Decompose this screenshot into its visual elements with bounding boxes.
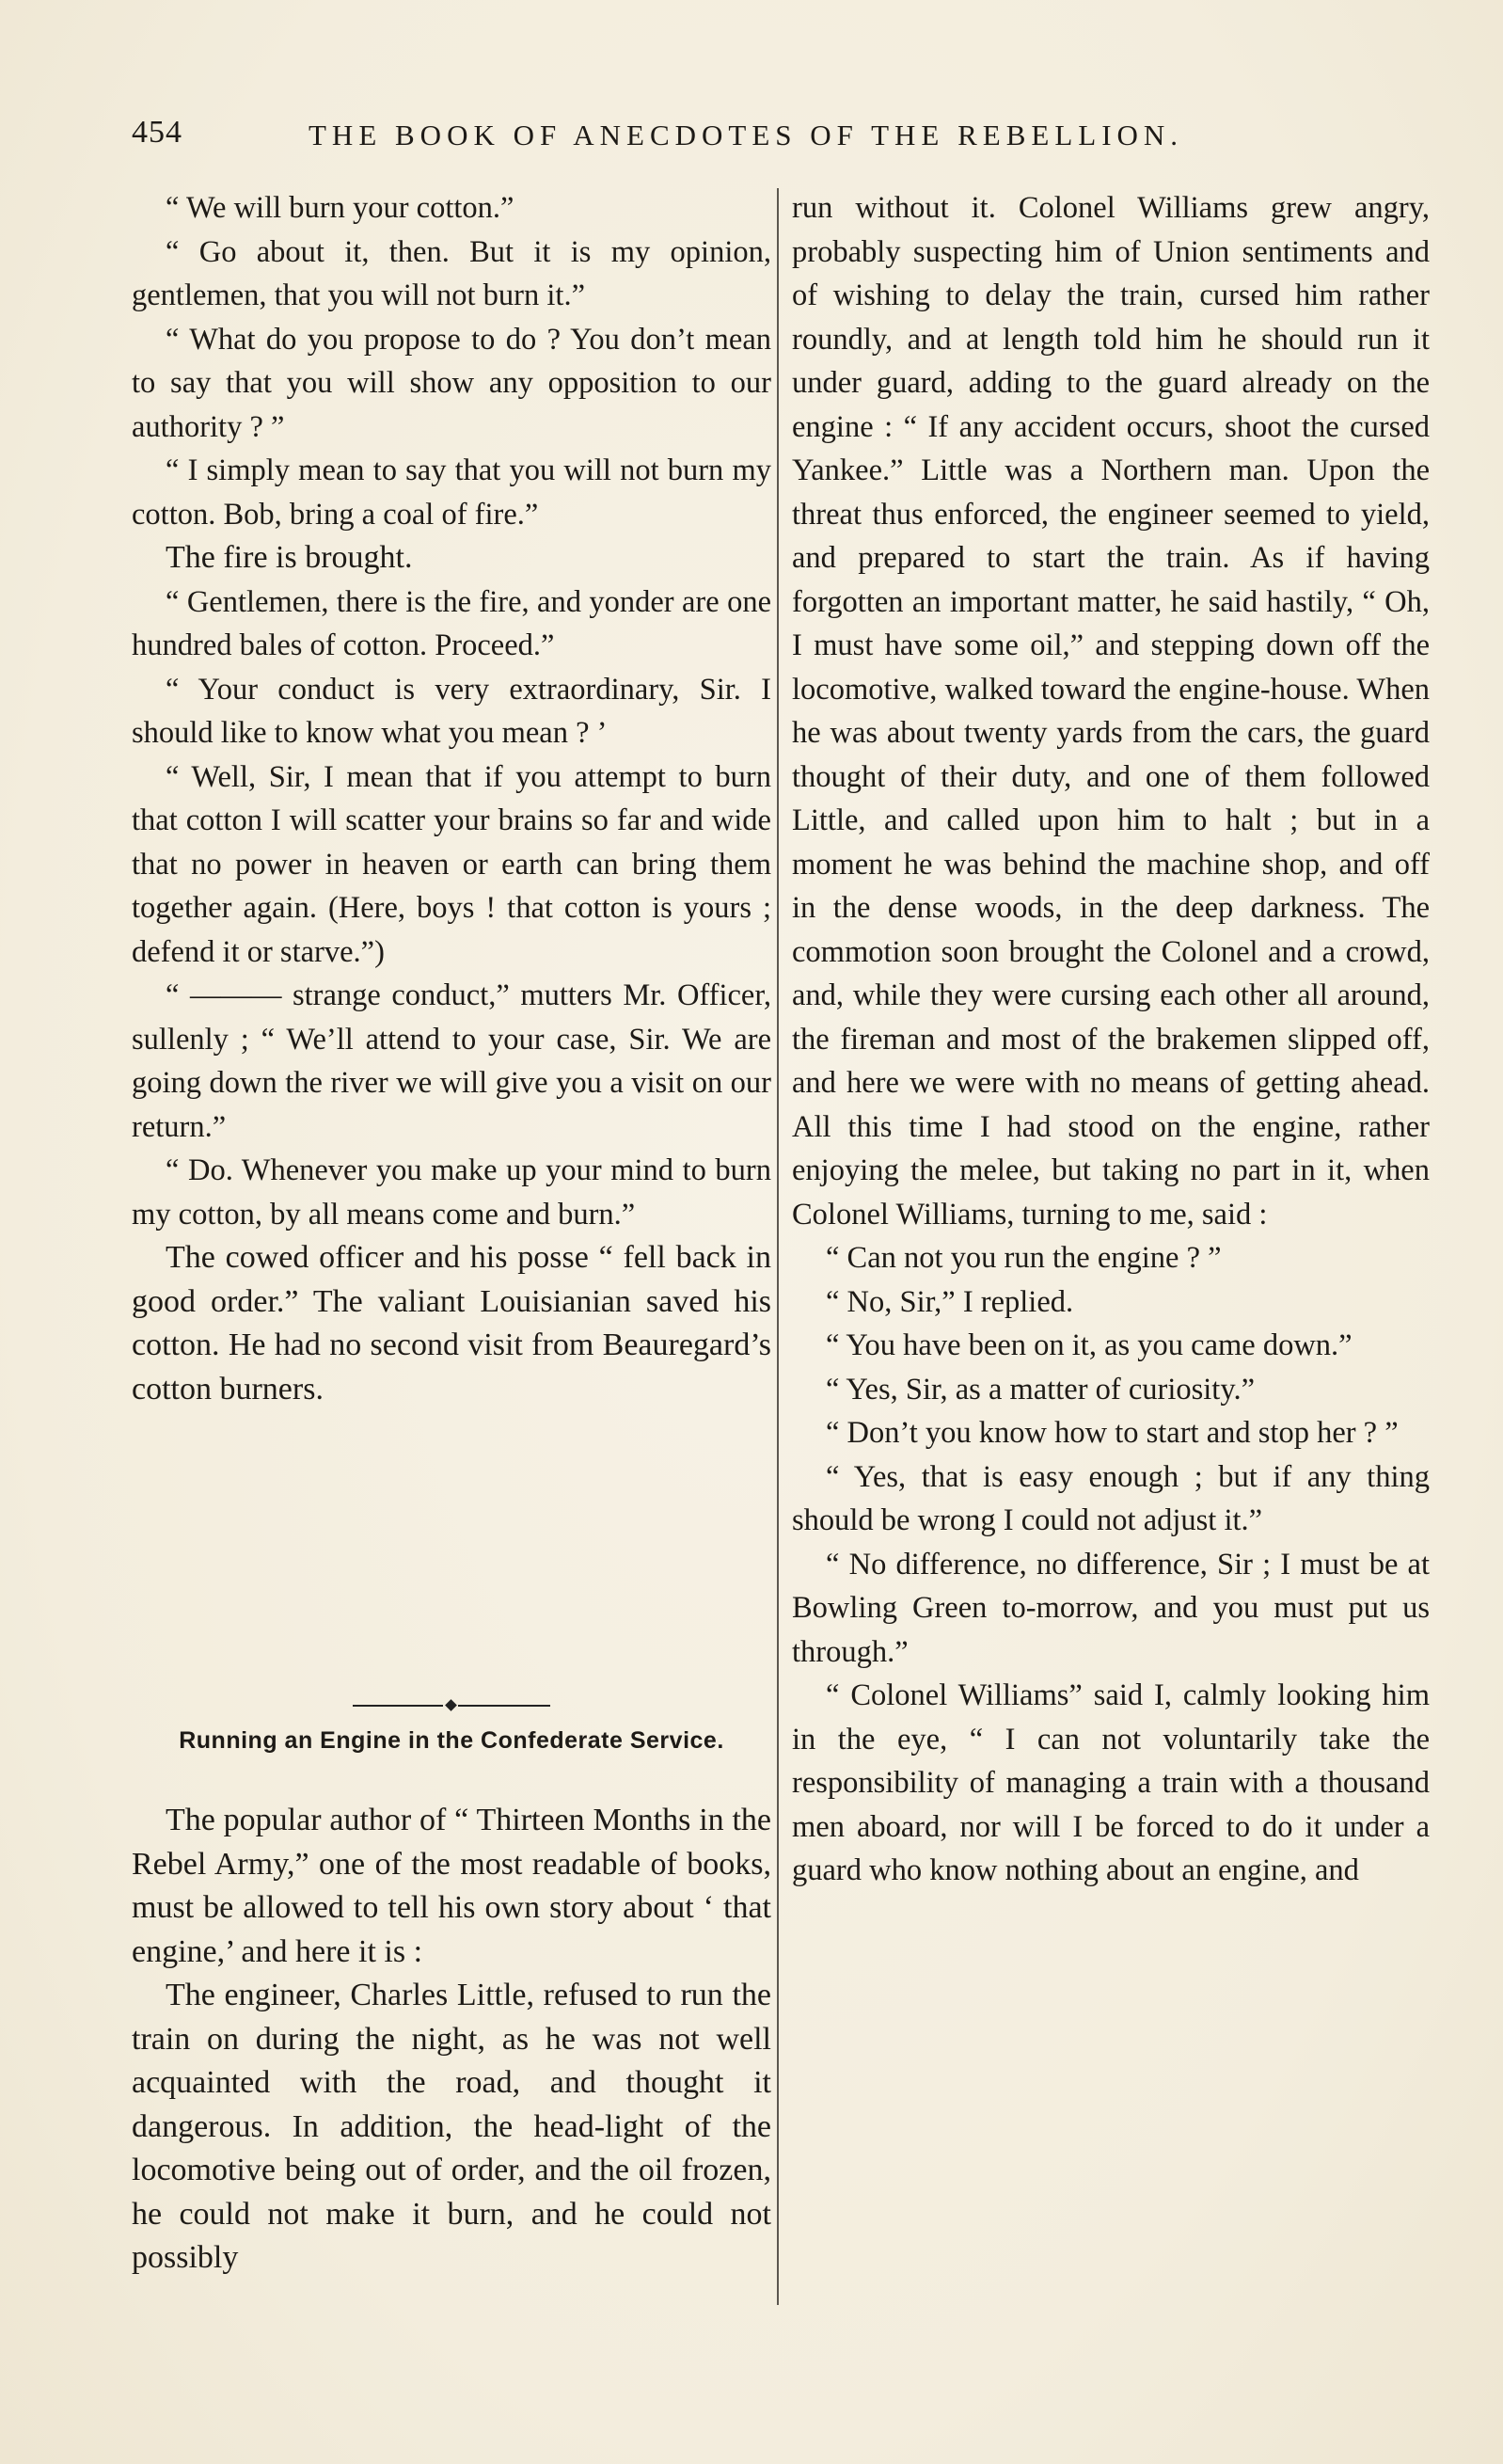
- paragraph: “ Gentlemen, there is the fire, and yonder are one hundred bales of cotton. Proceed.”: [132, 584, 771, 662]
- paragraph: “ Go about it, then. But it is my opinion, gentlemen, that you will not burn it.”: [132, 234, 771, 312]
- paragraph: “ Can not you run the engine ? ”: [826, 1241, 1222, 1275]
- paragraph: “ You have been on it, as you came down.”: [826, 1328, 1353, 1362]
- paragraph: The popular author of “ Thirteen Months in the Rebel Army,” one of the most readable of books, must be allowed to tell his own story about ‘ that engine,’ and here it is :: [132, 1803, 771, 1969]
- paragraph: “ Colonel Williams” said I, calmly looking him in the eye, “ I can not voluntarily take the responsibility of managing a train with a thousand men aboard, nor will I be forced to do it under a guard who know nothing about an engine, and: [792, 1678, 1430, 1887]
- left-column: [132, 186, 771, 1411]
- section-divider-ornament: [353, 1699, 550, 1712]
- page-number: 454: [132, 115, 182, 150]
- right-column: [792, 186, 1430, 1893]
- paragraph: “ Don’t you know how to start and stop her ? ”: [826, 1416, 1399, 1450]
- paragraph: “ Your conduct is very extraordinary, Sir. I should like to know what you mean ? ’: [132, 672, 771, 750]
- paragraph: “ We will burn your cotton.”: [166, 191, 514, 225]
- column-divider: [777, 188, 779, 2305]
- paragraph: “ No difference, no difference, Sir ; I must be at Bowling Green to-morrow, and you must put us through.”: [792, 1547, 1430, 1669]
- paragraph: “ Yes, that is easy enough ; but if any thing should be wrong I could not adjust it.”: [792, 1459, 1430, 1537]
- section-heading: Running an Engine in the Confederate Service.: [179, 1727, 724, 1754]
- paragraph: The engineer, Charles Little, refused to run the train on during the night, as he was not well acquainted with the road, and thought it dangerous. In addition, the head-light of the locomotive being out of order, and the oil frozen, he could not make it burn, and he could not possibly: [132, 1978, 771, 2275]
- paragraph: The cowed officer and his posse “ fell back in good order.” The valiant Louisianian saved his cotton. He had no second visit from Beauregard’s cotton burners.: [132, 1240, 771, 1407]
- paragraph: “ I simply mean to say that you will not burn my cotton. Bob, bring a coal of fire.”: [132, 453, 771, 532]
- left-column-section: [132, 1799, 771, 2281]
- running-title: THE BOOK OF ANECDOTES OF THE REBELLION.: [309, 119, 1184, 151]
- paragraph: “ What do you propose to do ? You don’t mean to say that you will show any opposition to our authority ? ”: [132, 322, 771, 444]
- paragraph: “ Yes, Sir, as a matter of curiosity.”: [826, 1372, 1256, 1407]
- paragraph: “ ——— strange conduct,” mutters Mr. Officer, sullenly ; “ We’ll attend to your case, Sir. We are going down the river we will give you a visit on our return.”: [132, 978, 771, 1144]
- paragraph: run without it. Colonel Williams grew angry, probably suspecting him of Union sentiments and of wishing to delay the train, cursed him rather roundly, and at length told him he should run it under guard, adding to the guard already on the engine : “ If any accident occurs, shoot the cursed Yankee.” Little was a Northern man. Upon the threat thus enforced, the engineer seemed to yield, and prepared to start the train. As if having forgotten an important matter, he said hastily, “ Oh, I must have some oil,” and stepping down off the locomotive, walked toward the engine-house. When he was about twenty yards from the cars, the guard thought of their duty, and one of them followed Little, and called upon him to halt ; but in a moment he was behind the machine shop, and off in the dense woods, in the deep darkness. The commotion soon brought the Colonel and a crowd, and, while they were cursing each other all around, the fireman and most of the brakemen slipped off, and here we were with no means of getting ahead. All this time I had stood on the engine, rather enjoying the melee, but taking no part in it, when Colonel Williams, turning to me, said :: [792, 191, 1430, 1232]
- paragraph: “ No, Sir,” I replied.: [826, 1284, 1074, 1319]
- paragraph: “ Do. Whenever you make up your mind to burn my cotton, by all means come and burn.”: [132, 1153, 771, 1232]
- paragraph: The fire is brought.: [166, 540, 413, 575]
- paragraph: “ Well, Sir, I mean that if you attempt to burn that cotton I will scatter your brains so far and wide that no power in heaven or earth can bring them together again. (Here, boys ! that cotton is yours ; defend it or starve.”): [132, 759, 771, 969]
- running-head: [132, 115, 1430, 162]
